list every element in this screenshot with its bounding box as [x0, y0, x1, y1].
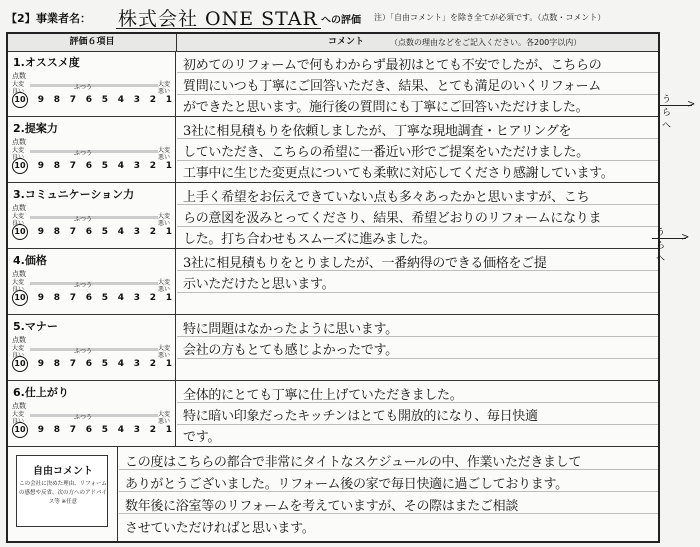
ruled-line [177, 160, 658, 161]
items-column-header: 評価６項目 [8, 34, 177, 51]
score-options [12, 359, 172, 372]
comment-line: ができたと思います。施行後の質問にも丁寧にご回答いただけました。 [183, 100, 589, 115]
score-label: 点数 [12, 138, 26, 146]
item-title: 6.仕上がり [13, 386, 69, 399]
table-header [8, 34, 658, 52]
comment-cell[interactable] [177, 183, 658, 248]
comment-line: 3社に相見積もりを依頼しましたが、丁寧な現地調査・ヒアリングを [183, 124, 572, 139]
free-comment-row [8, 447, 658, 541]
score-option[interactable]: 8 [53, 227, 60, 237]
evaluation-row [8, 183, 658, 249]
grade-scale: 大変 良い ふつう 大変 悪い [12, 279, 170, 293]
score-options [12, 161, 172, 174]
ruled-line [177, 424, 658, 425]
score-option[interactable]: 4 [117, 293, 124, 303]
eval-suffix: への評価 [321, 15, 361, 26]
score-option[interactable]: 5 [101, 161, 108, 171]
score-option[interactable]: 8 [53, 95, 60, 105]
comment-line: 全体的にとても丁寧に仕上げていただきました。 [183, 388, 463, 403]
score-option[interactable]: 8 [53, 293, 60, 303]
score-option[interactable]: 8 [53, 425, 60, 435]
score-option[interactable]: 5 [101, 359, 108, 369]
score-options [12, 293, 172, 306]
comment-line: 会社の方もとても感じよかったです。 [183, 343, 398, 358]
comment-column-subheader: （点数の理由などをご記入ください。各200字以内） [390, 38, 582, 47]
grade-scale: 大変 良い ふつう 大変 悪い [12, 213, 170, 227]
score-option-selected[interactable]: 10 [12, 422, 28, 438]
score-option[interactable]: 2 [149, 227, 156, 237]
score-option[interactable]: 9 [37, 95, 44, 105]
score-option[interactable]: 3 [133, 227, 140, 237]
arrow-right-icon: > [681, 232, 690, 243]
score-option[interactable]: 1 [165, 359, 172, 369]
comment-cell[interactable] [177, 381, 658, 446]
score-option[interactable]: 6 [85, 227, 92, 237]
score-option[interactable]: 1 [165, 425, 172, 435]
evaluation-table [6, 32, 660, 543]
grade-scale: 大変 良い ふつう 大変 悪い [12, 147, 170, 161]
ruled-line [177, 226, 658, 227]
score-option[interactable]: 6 [85, 95, 92, 105]
comment-cell[interactable] [177, 117, 658, 182]
grade-scale: 大変 良い ふつう 大変 悪い [12, 411, 170, 425]
score-option[interactable]: 4 [117, 425, 124, 435]
comment-line: 初めてのリフォームで何もわからず最初はとても不安でしたが、こちらの [183, 58, 602, 73]
scale-bar [30, 348, 158, 351]
item-title: 3.コミュニケーション力 [13, 188, 135, 201]
item-title: 4.価格 [13, 254, 47, 267]
score-option[interactable]: 3 [133, 425, 140, 435]
score-option[interactable]: 6 [85, 359, 92, 369]
score-option[interactable]: 3 [133, 95, 140, 105]
free-comment-label-cell [8, 447, 118, 541]
item-title: 5.マナー [13, 320, 58, 333]
evaluation-row [8, 249, 658, 315]
score-option[interactable]: 2 [149, 161, 156, 171]
comment-column-header: コメント [328, 37, 365, 47]
comment-cell[interactable] [177, 315, 658, 380]
score-option[interactable]: 7 [69, 161, 76, 171]
score-option[interactable]: 8 [53, 359, 60, 369]
ruled-line [177, 358, 658, 359]
evaluation-item-cell [8, 183, 176, 248]
item-title: 2.提案力 [13, 122, 58, 135]
comment-cell[interactable] [177, 51, 658, 116]
score-option-selected[interactable]: 10 [12, 224, 28, 240]
comment-line: 特に暗い印象だったキッチンはとても開放的になり、毎日快適 [183, 409, 538, 424]
score-option[interactable]: 1 [165, 227, 172, 237]
score-option[interactable]: 9 [37, 161, 44, 171]
score-option[interactable]: 3 [133, 359, 140, 369]
score-option[interactable]: 1 [165, 161, 172, 171]
score-option[interactable]: 2 [149, 293, 156, 303]
free-comment-line: させていただければと思います。 [125, 521, 315, 536]
score-option[interactable]: 3 [133, 293, 140, 303]
free-comment-box [16, 455, 108, 527]
scale-bar [30, 414, 158, 417]
evaluation-item-cell [8, 117, 176, 182]
comment-line: です。 [183, 430, 221, 445]
score-option[interactable]: 6 [85, 293, 92, 303]
score-option[interactable]: 5 [101, 425, 108, 435]
score-option[interactable]: 7 [69, 293, 76, 303]
comment-line: した。打ち合わせもスムーズに進みました。 [183, 232, 436, 247]
score-option[interactable]: 2 [149, 95, 156, 105]
grade-scale: 大変 良い ふつう 大変 悪い [12, 81, 170, 95]
score-option[interactable]: 3 [133, 161, 140, 171]
score-option[interactable]: 7 [69, 227, 76, 237]
business-name[interactable]: 株式会社 ONE STAR [118, 8, 318, 30]
evaluation-row [8, 315, 658, 381]
ruled-line [177, 292, 658, 293]
score-options [12, 425, 172, 438]
evaluation-item-cell [8, 249, 176, 314]
score-label: 点数 [12, 336, 26, 344]
form-header [6, 4, 696, 30]
score-option-selected[interactable]: 10 [12, 356, 28, 372]
score-option[interactable]: 6 [85, 425, 92, 435]
free-comment-title: 自由コメント [33, 466, 93, 477]
business-label: 事業者名： [36, 12, 91, 25]
score-options [12, 227, 172, 240]
comment-line: 3社に相見積もりをとりましたが、一番納得のできる価格をご提 [183, 256, 547, 271]
arrow-right-icon: > [687, 99, 696, 110]
free-comment-description: この会社に決めた理由、リフォームの感想や反省、次の方へのアドバイス等 ※任意 [19, 481, 107, 505]
score-label: 点数 [12, 270, 26, 278]
free-comment-line: この度はこちらの都合で非常にタイトなスケジュールの中、作業いただきまして [125, 455, 582, 470]
score-option[interactable]: 7 [69, 359, 76, 369]
comment-line: 示いただけたと思います。 [183, 277, 335, 292]
score-option-selected[interactable]: 10 [12, 92, 28, 108]
score-option-selected[interactable]: 10 [12, 290, 28, 306]
evaluation-item-cell [8, 381, 176, 446]
scale-bar [30, 84, 158, 87]
item-title: 1.オススメ度 [13, 56, 80, 69]
required-note: 注）「自由コメント」を除き全てが必須です。（点数・コメント） [374, 13, 606, 22]
score-option[interactable]: 5 [101, 293, 108, 303]
form-number: 【2】 [6, 12, 36, 25]
scale-bar [30, 282, 158, 285]
score-option[interactable]: 9 [37, 293, 44, 303]
evaluation-row [8, 381, 658, 447]
grade-scale: 大変 良い ふつう 大変 悪い [12, 345, 170, 359]
score-label: 点数 [12, 72, 26, 80]
score-option[interactable]: 9 [37, 359, 44, 369]
score-option[interactable]: 4 [117, 227, 124, 237]
score-option[interactable]: 4 [117, 161, 124, 171]
score-option[interactable]: 7 [69, 95, 76, 105]
score-label: 点数 [12, 204, 26, 212]
score-option[interactable]: 6 [85, 161, 92, 171]
score-label: 点数 [12, 402, 26, 410]
comment-line: 工事中に生じた変更点についても柔軟に対応してくださり感謝しています。 [183, 166, 614, 181]
score-option[interactable]: 5 [101, 95, 108, 105]
score-option[interactable]: 2 [149, 425, 156, 435]
score-option[interactable]: 2 [149, 359, 156, 369]
score-option[interactable]: 4 [117, 95, 124, 105]
score-option-selected[interactable]: 10 [12, 158, 28, 174]
score-option[interactable]: 9 [37, 425, 44, 435]
comment-line: 上手く希望をお伝えできていない点も多々あったかと思いますが、こち [183, 190, 590, 205]
score-option[interactable]: 9 [37, 227, 44, 237]
comment-line: らの意図を汲みとってくださり、結果、希望どおりのリフォームになりま [183, 211, 602, 226]
score-option[interactable]: 7 [69, 425, 76, 435]
free-comment-line: ありがとうございました。リフォーム後の家で毎日快適に過ごしております。 [125, 477, 568, 492]
evaluation-item-cell [8, 51, 176, 116]
score-option[interactable]: 1 [165, 95, 172, 105]
comment-line: していただき、こちらの希望に一番近い形でご提案をいただけました。 [183, 145, 589, 160]
free-comment-line: 数年後に浴室等のリフォームを考えていますが、その際はまたご相談 [125, 499, 519, 514]
comment-cell[interactable] [177, 249, 658, 314]
comment-line: 特に問題はなかったように思います。 [183, 322, 398, 337]
score-option[interactable]: 8 [53, 161, 60, 171]
scale-bar [30, 150, 158, 153]
ruled-line [177, 94, 658, 95]
free-comment-text-cell[interactable] [119, 447, 658, 541]
score-option[interactable]: 5 [101, 227, 108, 237]
comment-line: 質問にいつも丁寧にご回答いただき、結果、とても満足のいくリフォーム [183, 79, 601, 94]
evaluation-item-cell [8, 315, 176, 380]
evaluation-row [8, 51, 658, 117]
score-option[interactable]: 1 [165, 293, 172, 303]
evaluation-row [8, 117, 658, 183]
scale-bar [30, 216, 158, 219]
score-options [12, 95, 172, 108]
score-option[interactable]: 4 [117, 359, 124, 369]
name-underline [116, 28, 321, 29]
